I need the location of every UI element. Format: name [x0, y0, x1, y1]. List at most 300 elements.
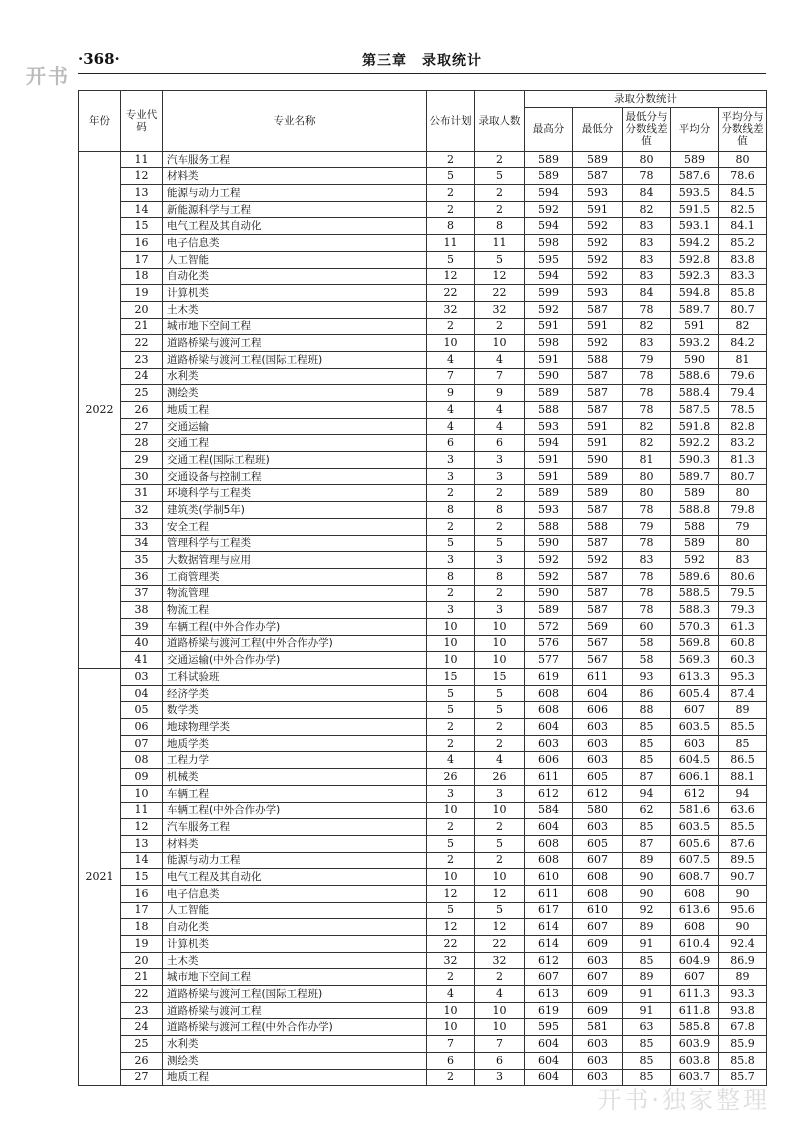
admitted-count-cell: 2 — [475, 819, 525, 836]
min-score-cell: 603 — [573, 1036, 623, 1053]
admitted-count-cell: 8 — [475, 568, 525, 585]
avg-score-cell: 592.8 — [671, 251, 719, 268]
max-score-cell: 611 — [525, 885, 573, 902]
avg-score-diff-cell: 78.6 — [719, 168, 767, 185]
avg-score-diff-cell: 82.5 — [719, 201, 767, 218]
col-header-min-diff: 最低分与分数线差值 — [623, 107, 671, 151]
plan-count-cell: 12 — [427, 919, 475, 936]
min-score-cell: 587 — [573, 602, 623, 619]
min-score-diff-cell: 85 — [623, 719, 671, 736]
min-score-diff-cell: 89 — [623, 969, 671, 986]
page-number: ·368· — [78, 50, 120, 68]
table-row — [79, 802, 767, 819]
plan-count-cell: 12 — [427, 885, 475, 902]
min-score-diff-cell: 93 — [623, 669, 671, 686]
table-row — [79, 235, 767, 252]
max-score-cell: 594 — [525, 185, 573, 202]
plan-count-cell: 4 — [427, 351, 475, 368]
major-name-cell: 人工智能 — [163, 251, 427, 268]
min-score-diff-cell: 94 — [623, 785, 671, 802]
min-score-diff-cell: 80 — [623, 485, 671, 502]
admitted-count-cell: 4 — [475, 418, 525, 435]
major-code-cell: 36 — [121, 568, 163, 585]
plan-count-cell: 2 — [427, 151, 475, 168]
major-code-cell: 11 — [121, 802, 163, 819]
major-name-cell: 电子信息类 — [163, 885, 427, 902]
major-name-cell: 交通设备与控制工程 — [163, 468, 427, 485]
admitted-count-cell: 15 — [475, 669, 525, 686]
avg-score-diff-cell: 87.6 — [719, 835, 767, 852]
major-name-cell: 车辆工程(中外合作办学) — [163, 618, 427, 635]
plan-count-cell: 7 — [427, 1036, 475, 1053]
avg-score-diff-cell: 90.7 — [719, 869, 767, 886]
min-score-diff-cell: 85 — [623, 752, 671, 769]
max-score-cell: 613 — [525, 986, 573, 1003]
avg-score-cell: 590 — [671, 351, 719, 368]
avg-score-cell: 613.3 — [671, 669, 719, 686]
avg-score-diff-cell: 89 — [719, 702, 767, 719]
min-score-cell: 588 — [573, 518, 623, 535]
table-row — [79, 468, 767, 485]
admitted-count-cell: 2 — [475, 969, 525, 986]
avg-score-cell: 569.8 — [671, 635, 719, 652]
table-row — [79, 335, 767, 352]
max-score-cell: 607 — [525, 969, 573, 986]
avg-score-cell: 603 — [671, 735, 719, 752]
major-code-cell: 31 — [121, 485, 163, 502]
avg-score-cell: 593.1 — [671, 218, 719, 235]
plan-count-cell: 5 — [427, 251, 475, 268]
table-row — [79, 618, 767, 635]
plan-count-cell: 5 — [427, 902, 475, 919]
major-code-cell: 18 — [121, 268, 163, 285]
min-score-diff-cell: 90 — [623, 885, 671, 902]
avg-score-cell: 569.3 — [671, 652, 719, 669]
avg-score-diff-cell: 93.3 — [719, 986, 767, 1003]
major-code-cell: 13 — [121, 835, 163, 852]
avg-score-diff-cell: 79.5 — [719, 585, 767, 602]
table-row — [79, 168, 767, 185]
max-score-cell: 589 — [525, 151, 573, 168]
admitted-count-cell: 8 — [475, 218, 525, 235]
col-header-plan: 公布计划 — [427, 91, 475, 152]
plan-count-cell: 3 — [427, 468, 475, 485]
avg-score-cell: 590.3 — [671, 452, 719, 469]
min-score-cell: 607 — [573, 919, 623, 936]
table-row — [79, 1036, 767, 1053]
min-score-cell: 589 — [573, 485, 623, 502]
min-score-diff-cell: 60 — [623, 618, 671, 635]
min-score-cell: 593 — [573, 185, 623, 202]
avg-score-cell: 592.2 — [671, 435, 719, 452]
table-row — [79, 902, 767, 919]
major-code-cell: 34 — [121, 535, 163, 552]
max-score-cell: 611 — [525, 769, 573, 786]
min-score-cell: 603 — [573, 819, 623, 836]
min-score-diff-cell: 78 — [623, 402, 671, 419]
avg-score-diff-cell: 84.1 — [719, 218, 767, 235]
avg-score-diff-cell: 60.8 — [719, 635, 767, 652]
avg-score-diff-cell: 95.3 — [719, 669, 767, 686]
major-code-cell: 26 — [121, 1052, 163, 1069]
min-score-diff-cell: 85 — [623, 1069, 671, 1086]
avg-score-diff-cell: 79 — [719, 518, 767, 535]
admitted-count-cell: 2 — [475, 719, 525, 736]
max-score-cell: 592 — [525, 568, 573, 585]
avg-score-diff-cell: 80.7 — [719, 468, 767, 485]
major-name-cell: 安全工程 — [163, 518, 427, 535]
col-header-avg-diff: 平均分与分数线差值 — [719, 107, 767, 151]
major-code-cell: 10 — [121, 785, 163, 802]
min-score-diff-cell: 85 — [623, 735, 671, 752]
avg-score-diff-cell: 93.8 — [719, 1002, 767, 1019]
admitted-count-cell: 3 — [475, 452, 525, 469]
avg-score-cell: 588.4 — [671, 385, 719, 402]
plan-count-cell: 8 — [427, 218, 475, 235]
avg-score-diff-cell: 84.5 — [719, 185, 767, 202]
table-row — [79, 635, 767, 652]
admitted-count-cell: 2 — [475, 318, 525, 335]
plan-count-cell: 4 — [427, 402, 475, 419]
min-score-diff-cell: 85 — [623, 819, 671, 836]
max-score-cell: 604 — [525, 719, 573, 736]
max-score-cell: 593 — [525, 418, 573, 435]
avg-score-cell: 581.6 — [671, 802, 719, 819]
admitted-count-cell: 3 — [475, 602, 525, 619]
plan-count-cell: 2 — [427, 518, 475, 535]
table-row — [79, 518, 767, 535]
max-score-cell: 604 — [525, 819, 573, 836]
plan-count-cell: 2 — [427, 485, 475, 502]
avg-score-diff-cell: 80 — [719, 151, 767, 168]
major-name-cell: 机械类 — [163, 769, 427, 786]
avg-score-diff-cell: 85.9 — [719, 1036, 767, 1053]
major-name-cell: 水利类 — [163, 368, 427, 385]
plan-count-cell: 5 — [427, 168, 475, 185]
major-name-cell: 大数据管理与应用 — [163, 552, 427, 569]
plan-count-cell: 10 — [427, 335, 475, 352]
min-score-diff-cell: 82 — [623, 418, 671, 435]
avg-score-diff-cell: 85.8 — [719, 1052, 767, 1069]
table-row — [79, 318, 767, 335]
major-name-cell: 材料类 — [163, 835, 427, 852]
plan-count-cell: 10 — [427, 1019, 475, 1036]
table-row — [79, 769, 767, 786]
min-score-diff-cell: 85 — [623, 1036, 671, 1053]
avg-score-cell: 594.8 — [671, 285, 719, 302]
avg-score-cell: 605.6 — [671, 835, 719, 852]
plan-count-cell: 3 — [427, 602, 475, 619]
avg-score-diff-cell: 83.8 — [719, 251, 767, 268]
major-code-cell: 40 — [121, 635, 163, 652]
major-name-cell: 地质工程 — [163, 402, 427, 419]
min-score-diff-cell: 88 — [623, 702, 671, 719]
avg-score-diff-cell: 78.5 — [719, 402, 767, 419]
max-score-cell: 592 — [525, 301, 573, 318]
max-score-cell: 591 — [525, 468, 573, 485]
min-score-cell: 587 — [573, 402, 623, 419]
plan-count-cell: 15 — [427, 669, 475, 686]
admitted-count-cell: 3 — [475, 552, 525, 569]
table-row — [79, 268, 767, 285]
major-code-cell: 33 — [121, 518, 163, 535]
avg-score-cell: 603.9 — [671, 1036, 719, 1053]
major-code-cell: 28 — [121, 435, 163, 452]
major-name-cell: 人工智能 — [163, 902, 427, 919]
plan-count-cell: 2 — [427, 318, 475, 335]
admitted-count-cell: 22 — [475, 936, 525, 953]
major-name-cell: 新能源科学与工程 — [163, 201, 427, 218]
max-score-cell: 594 — [525, 435, 573, 452]
avg-score-cell: 588.3 — [671, 602, 719, 619]
admitted-count-cell: 10 — [475, 1019, 525, 1036]
major-code-cell: 21 — [121, 318, 163, 335]
max-score-cell: 603 — [525, 735, 573, 752]
max-score-cell: 608 — [525, 685, 573, 702]
table-row — [79, 552, 767, 569]
plan-count-cell: 3 — [427, 552, 475, 569]
min-score-diff-cell: 83 — [623, 218, 671, 235]
plan-count-cell: 10 — [427, 618, 475, 635]
avg-score-cell: 591.8 — [671, 418, 719, 435]
max-score-cell: 592 — [525, 201, 573, 218]
avg-score-cell: 605.4 — [671, 685, 719, 702]
min-score-cell: 592 — [573, 235, 623, 252]
max-score-cell: 608 — [525, 835, 573, 852]
min-score-diff-cell: 78 — [623, 385, 671, 402]
major-code-cell: 15 — [121, 218, 163, 235]
major-code-cell: 17 — [121, 902, 163, 919]
avg-score-diff-cell: 83 — [719, 552, 767, 569]
avg-score-cell: 608 — [671, 885, 719, 902]
major-code-cell: 17 — [121, 251, 163, 268]
avg-score-diff-cell: 60.3 — [719, 652, 767, 669]
major-code-cell: 22 — [121, 986, 163, 1003]
max-score-cell: 591 — [525, 318, 573, 335]
table-row — [79, 301, 767, 318]
admitted-count-cell: 4 — [475, 752, 525, 769]
table-row — [79, 752, 767, 769]
major-name-cell: 道路桥梁与渡河工程(中外合作办学) — [163, 635, 427, 652]
min-score-cell: 592 — [573, 251, 623, 268]
major-name-cell: 城市地下空间工程 — [163, 969, 427, 986]
admitted-count-cell: 11 — [475, 235, 525, 252]
plan-count-cell: 2 — [427, 819, 475, 836]
major-code-cell: 26 — [121, 402, 163, 419]
major-code-cell: 23 — [121, 1002, 163, 1019]
min-score-cell: 591 — [573, 201, 623, 218]
major-name-cell: 工程力学 — [163, 752, 427, 769]
min-score-diff-cell: 63 — [623, 1019, 671, 1036]
avg-score-cell: 592 — [671, 552, 719, 569]
table-row — [79, 502, 767, 519]
major-name-cell: 能源与动力工程 — [163, 185, 427, 202]
min-score-cell: 604 — [573, 685, 623, 702]
plan-count-cell: 10 — [427, 652, 475, 669]
table-row — [79, 351, 767, 368]
major-name-cell: 环境科学与工程类 — [163, 485, 427, 502]
max-score-cell: 590 — [525, 535, 573, 552]
min-score-cell: 603 — [573, 719, 623, 736]
major-name-cell: 工商管理类 — [163, 568, 427, 585]
plan-count-cell: 5 — [427, 535, 475, 552]
table-row — [79, 952, 767, 969]
plan-count-cell: 3 — [427, 452, 475, 469]
min-score-diff-cell: 80 — [623, 151, 671, 168]
table-row — [79, 368, 767, 385]
max-score-cell: 598 — [525, 335, 573, 352]
min-score-cell: 611 — [573, 669, 623, 686]
min-score-diff-cell: 89 — [623, 852, 671, 869]
admitted-count-cell: 10 — [475, 1002, 525, 1019]
min-score-cell: 603 — [573, 752, 623, 769]
col-header-score-group: 录取分数统计 — [525, 91, 767, 108]
min-score-diff-cell: 78 — [623, 568, 671, 585]
max-score-cell: 594 — [525, 218, 573, 235]
admitted-count-cell: 32 — [475, 301, 525, 318]
max-score-cell: 612 — [525, 785, 573, 802]
min-score-cell: 605 — [573, 769, 623, 786]
table-row — [79, 585, 767, 602]
table-row — [79, 702, 767, 719]
admitted-count-cell: 12 — [475, 885, 525, 902]
major-name-cell: 地球物理学类 — [163, 719, 427, 736]
admitted-count-cell: 5 — [475, 685, 525, 702]
plan-count-cell: 2 — [427, 585, 475, 602]
admission-score-table — [78, 90, 767, 1086]
avg-score-diff-cell: 80 — [719, 485, 767, 502]
avg-score-cell: 570.3 — [671, 618, 719, 635]
avg-score-cell: 589 — [671, 485, 719, 502]
min-score-diff-cell: 79 — [623, 518, 671, 535]
min-score-cell: 610 — [573, 902, 623, 919]
admitted-count-cell: 7 — [475, 368, 525, 385]
table-row — [79, 151, 767, 168]
avg-score-cell: 603.5 — [671, 719, 719, 736]
admitted-count-cell: 4 — [475, 402, 525, 419]
table-body — [79, 151, 767, 1086]
plan-count-cell: 8 — [427, 502, 475, 519]
table-row — [79, 568, 767, 585]
major-code-cell: 07 — [121, 735, 163, 752]
admitted-count-cell: 5 — [475, 168, 525, 185]
min-score-diff-cell: 58 — [623, 635, 671, 652]
avg-score-diff-cell: 95.6 — [719, 902, 767, 919]
avg-score-diff-cell: 82.8 — [719, 418, 767, 435]
min-score-cell: 590 — [573, 452, 623, 469]
min-score-cell: 608 — [573, 885, 623, 902]
min-score-diff-cell: 85 — [623, 952, 671, 969]
major-code-cell: 30 — [121, 468, 163, 485]
table-row — [79, 602, 767, 619]
min-score-diff-cell: 78 — [623, 301, 671, 318]
major-code-cell: 04 — [121, 685, 163, 702]
major-code-cell: 39 — [121, 618, 163, 635]
plan-count-cell: 5 — [427, 685, 475, 702]
plan-count-cell: 7 — [427, 368, 475, 385]
max-score-cell: 572 — [525, 618, 573, 635]
table-row — [79, 385, 767, 402]
min-score-diff-cell: 83 — [623, 552, 671, 569]
major-name-cell: 管理科学与工程类 — [163, 535, 427, 552]
major-name-cell: 水利类 — [163, 1036, 427, 1053]
avg-score-cell: 603.7 — [671, 1069, 719, 1086]
table-row — [79, 1019, 767, 1036]
plan-count-cell: 10 — [427, 802, 475, 819]
min-score-cell: 612 — [573, 785, 623, 802]
avg-score-diff-cell: 88.1 — [719, 769, 767, 786]
admitted-count-cell: 2 — [475, 585, 525, 602]
major-name-cell: 工科试验班 — [163, 669, 427, 686]
max-score-cell: 599 — [525, 285, 573, 302]
max-score-cell: 577 — [525, 652, 573, 669]
avg-score-diff-cell: 83.2 — [719, 435, 767, 452]
avg-score-diff-cell: 81 — [719, 351, 767, 368]
major-code-cell: 09 — [121, 769, 163, 786]
major-name-cell: 土木类 — [163, 301, 427, 318]
major-code-cell: 41 — [121, 652, 163, 669]
min-score-cell: 587 — [573, 385, 623, 402]
min-score-cell: 567 — [573, 652, 623, 669]
max-score-cell: 589 — [525, 168, 573, 185]
min-score-diff-cell: 91 — [623, 986, 671, 1003]
avg-score-diff-cell: 86.5 — [719, 752, 767, 769]
avg-score-cell: 588.6 — [671, 368, 719, 385]
major-name-cell: 道路桥梁与渡河工程(国际工程班) — [163, 351, 427, 368]
col-header-max: 最高分 — [525, 107, 573, 151]
min-score-cell: 587 — [573, 585, 623, 602]
plan-count-cell: 2 — [427, 735, 475, 752]
max-score-cell: 598 — [525, 235, 573, 252]
min-score-cell: 567 — [573, 635, 623, 652]
admitted-count-cell: 2 — [475, 151, 525, 168]
min-score-diff-cell: 79 — [623, 351, 671, 368]
avg-score-cell: 588 — [671, 518, 719, 535]
table-row — [79, 969, 767, 986]
avg-score-diff-cell: 85.2 — [719, 235, 767, 252]
min-score-cell: 607 — [573, 969, 623, 986]
max-score-cell: 604 — [525, 1052, 573, 1069]
plan-count-cell: 3 — [427, 785, 475, 802]
min-score-cell: 609 — [573, 1002, 623, 1019]
header-divider — [78, 73, 766, 74]
major-name-cell: 计算机类 — [163, 285, 427, 302]
admitted-count-cell: 10 — [475, 869, 525, 886]
avg-score-diff-cell: 85.7 — [719, 1069, 767, 1086]
major-name-cell: 能源与动力工程 — [163, 852, 427, 869]
major-code-cell: 25 — [121, 1036, 163, 1053]
col-header-code: 专业代码 — [121, 91, 163, 152]
avg-score-diff-cell: 63.6 — [719, 802, 767, 819]
max-score-cell: 588 — [525, 518, 573, 535]
admitted-count-cell: 7 — [475, 1036, 525, 1053]
avg-score-cell: 592.3 — [671, 268, 719, 285]
min-score-diff-cell: 83 — [623, 268, 671, 285]
major-name-cell: 道路桥梁与渡河工程(中外合作办学) — [163, 1019, 427, 1036]
min-score-diff-cell: 87 — [623, 769, 671, 786]
major-name-cell: 地质工程 — [163, 1069, 427, 1086]
avg-score-cell: 612 — [671, 785, 719, 802]
min-score-cell: 603 — [573, 735, 623, 752]
admitted-count-cell: 5 — [475, 702, 525, 719]
major-name-cell: 数学类 — [163, 702, 427, 719]
major-code-cell: 16 — [121, 235, 163, 252]
min-score-diff-cell: 89 — [623, 919, 671, 936]
max-score-cell: 595 — [525, 1019, 573, 1036]
table-row — [79, 869, 767, 886]
major-code-cell: 11 — [121, 151, 163, 168]
plan-count-cell: 6 — [427, 1052, 475, 1069]
